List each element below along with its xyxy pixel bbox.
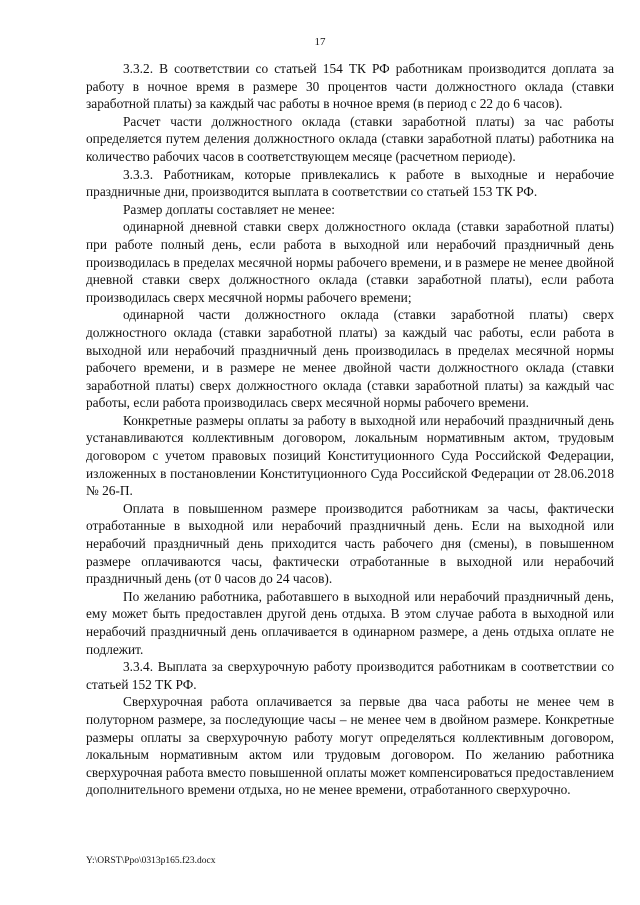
- paragraph-increased-pay: Оплата в повышенном размере производится работникам за часы, фактически отработанные в выходной или нерабочий праздничный день. Если на выходной или нерабочий праздничный день приходится часть рабочего дня (смены), в повышенном размере оплачиваются часы, фактически отработанные в выходной или нерабочий праздничный день (от 0 часов до 24 часов).: [86, 500, 614, 587]
- paragraph-hourly-rate-calculation: Расчет части должностного оклада (ставки заработной платы) за час работы определяется путем деления должностного оклада (ставки заработной платы) работника на количество рабочих часов в соответствующем месяце (расчетном периоде).: [86, 113, 614, 164]
- paragraph-overtime-pay: Сверхурочная работа оплачивается за первые два часа работы не менее чем в полуторном размере, за последующие часы – не менее чем в двойном размере. Конкретные размеры оплаты за сверхурочную работу могут определяться коллективным договором, локальным нормативным актом или трудовым договором. По желанию работника сверхурочная работа вместо повышенной оплаты может компенсироваться предоставлением дополнительного времени отдыха, но не менее времени, отработанного сверхурочно.: [86, 694, 614, 798]
- paragraph-3-3-3: 3.3.3. Работникам, которые привлекались к работе в выходные и нерабочие праздничные дни, производится выплата в соответствии со статьей 153 ТК РФ.: [86, 166, 614, 200]
- paragraph-specific-amounts: Конкретные размеры оплаты за работу в выходной или нерабочий праздничный день устанавливаются коллективным договором, локальным нормативным актом, трудовым договором с учетом правовых позиций Конституционного Суда Российской Федерации, изложенных в постановлении Конституционного Суда Российской Федерации от 28.06.2018 № 26-П.: [86, 412, 614, 499]
- paragraph-day-off-option: По желанию работника, работавшего в выходной или нерабочий праздничный день, ему может быть предоставлен другой день отдыха. В этом случае работа в выходной или нерабочий праздничный день оплачивается в одинарном размере, а день отдыха оплате не подлежит.: [86, 588, 614, 657]
- paragraph-hourly-part: одинарной части должностного оклада (ставки заработной платы) сверх должностного оклада (ставки заработной платы) за каждый час работы, если работа в выходной или нерабочий праздничный день производилась в пределах месячной нормы рабочего времени, и в размере не менее двойной части должностного оклада (ставки заработной платы) сверх должностного оклада (ставки заработной платы) за каждый час работы, если работа производилась сверх месячной нормы рабочего времени.: [86, 307, 614, 411]
- page-number: 17: [314, 36, 326, 48]
- paragraph-3-3-4: 3.3.4. Выплата за сверхурочную работу производится работникам в соответствии со статьей 152 ТК РФ.: [86, 659, 614, 692]
- paragraph-3-3-2: 3.3.2. В соответствии со статьей 154 ТК РФ работникам производится доплата за работу в ночное время в размере 30 процентов части должностного оклада (ставки заработной платы) за каждый час работы в ночное время (в период с 22 до 6 часов).: [86, 61, 614, 112]
- document-body: [86, 60, 614, 799]
- paragraph-surcharge-minimum: Размер доплаты составляет не менее:: [123, 201, 336, 217]
- footer-file-path: Y:\ORST\Ppo\0313p165.f23.docx: [86, 856, 216, 866]
- paragraph-daily-rate: одинарной дневной ставки сверх должностного оклада (ставки заработной платы) при работе полный день, если работа в выходной или нерабочий праздничный день производилась в пределах месячной нормы рабочего времени, и в размере не менее двойной дневной ставки сверх должностного оклада (ставки заработной платы), если работа производилась сверх месячной нормы рабочего времени;: [86, 219, 614, 305]
